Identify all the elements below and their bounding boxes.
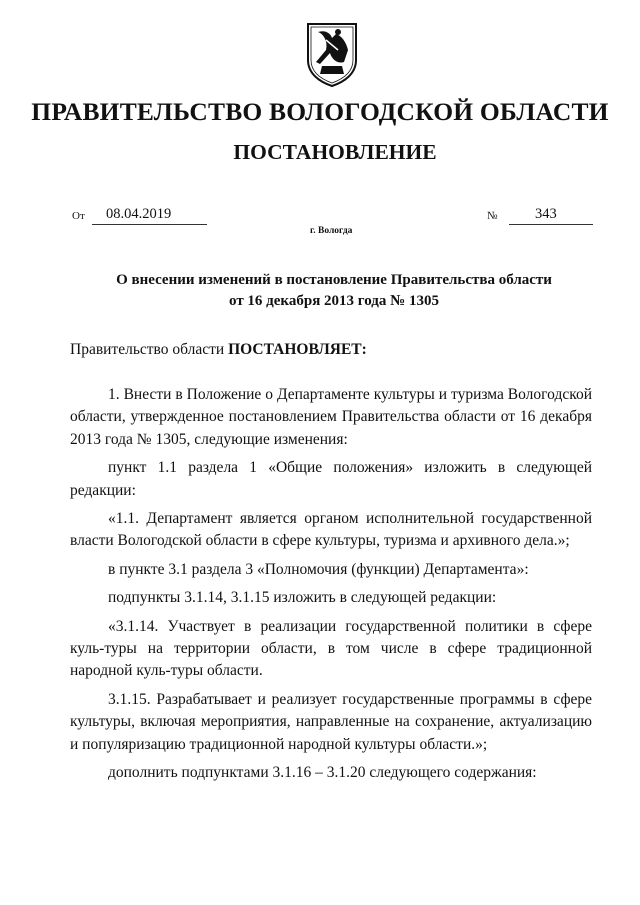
paragraph: «3.1.14. Участвует в реализации государственной политики в сфере куль-туры на территории области, в том числе в сфере традиционной народной куль-туры области. <box>70 617 592 680</box>
decree-line <box>70 341 367 359</box>
decree-keyword: ПОСТАНОВЛЯЕТ: <box>228 341 367 358</box>
document-subject <box>60 270 608 312</box>
paragraph: пункт 1.1 раздела 1 «Общие положения» изложить в следующей редакции: <box>70 459 592 499</box>
number-value: 343 <box>509 205 593 225</box>
subject-line-2: от 16 декабря 2013 года № 1305 <box>229 293 439 309</box>
paragraph: в пункте 3.1 раздела 3 «Полномочия (функции) Департамента»: <box>108 560 529 578</box>
paragraph: подпункты 3.1.14, 3.1.15 изложить в следующей редакции: <box>108 589 497 607</box>
number-label: № <box>487 210 498 222</box>
date-label: От <box>72 210 85 222</box>
city-name: г. Вологда <box>310 226 353 236</box>
decree-prefix: Правительство области <box>70 341 229 358</box>
organization-title: ПРАВИТЕЛЬСТВО ВОЛОГОДСКОЙ ОБЛАСТИ <box>31 97 609 126</box>
coat-of-arms-icon <box>302 20 362 88</box>
document-type: ПОСТАНОВЛЕНИЕ <box>233 140 437 164</box>
paragraph: «1.1. Департамент является органом исполнительной государственной власти Вологодской области в сфере культуры, туризма и архивного дела.»; <box>70 510 592 550</box>
paragraph: дополнить подпунктами 3.1.16 – 3.1.20 следующего содержания: <box>108 764 537 782</box>
paragraph: 1. Внести в Положение о Департаменте культуры и туризма Вологодской области, утвержденное постановлением Правительства области от 16 декабря 2013 года № 1305, следующие изменения: <box>70 386 592 448</box>
paragraph: 3.1.15. Разрабатывает и реализует государственные программы в сфере культуры, включая мероприятия, направленные на сохранение, актуализацию и популяризацию традиционной народной культуры области.»; <box>70 690 592 753</box>
subject-line-1: О внесении изменений в постановление Правительства области <box>116 272 552 288</box>
date-value: 08.04.2019 <box>92 205 207 225</box>
document-body <box>70 384 592 791</box>
